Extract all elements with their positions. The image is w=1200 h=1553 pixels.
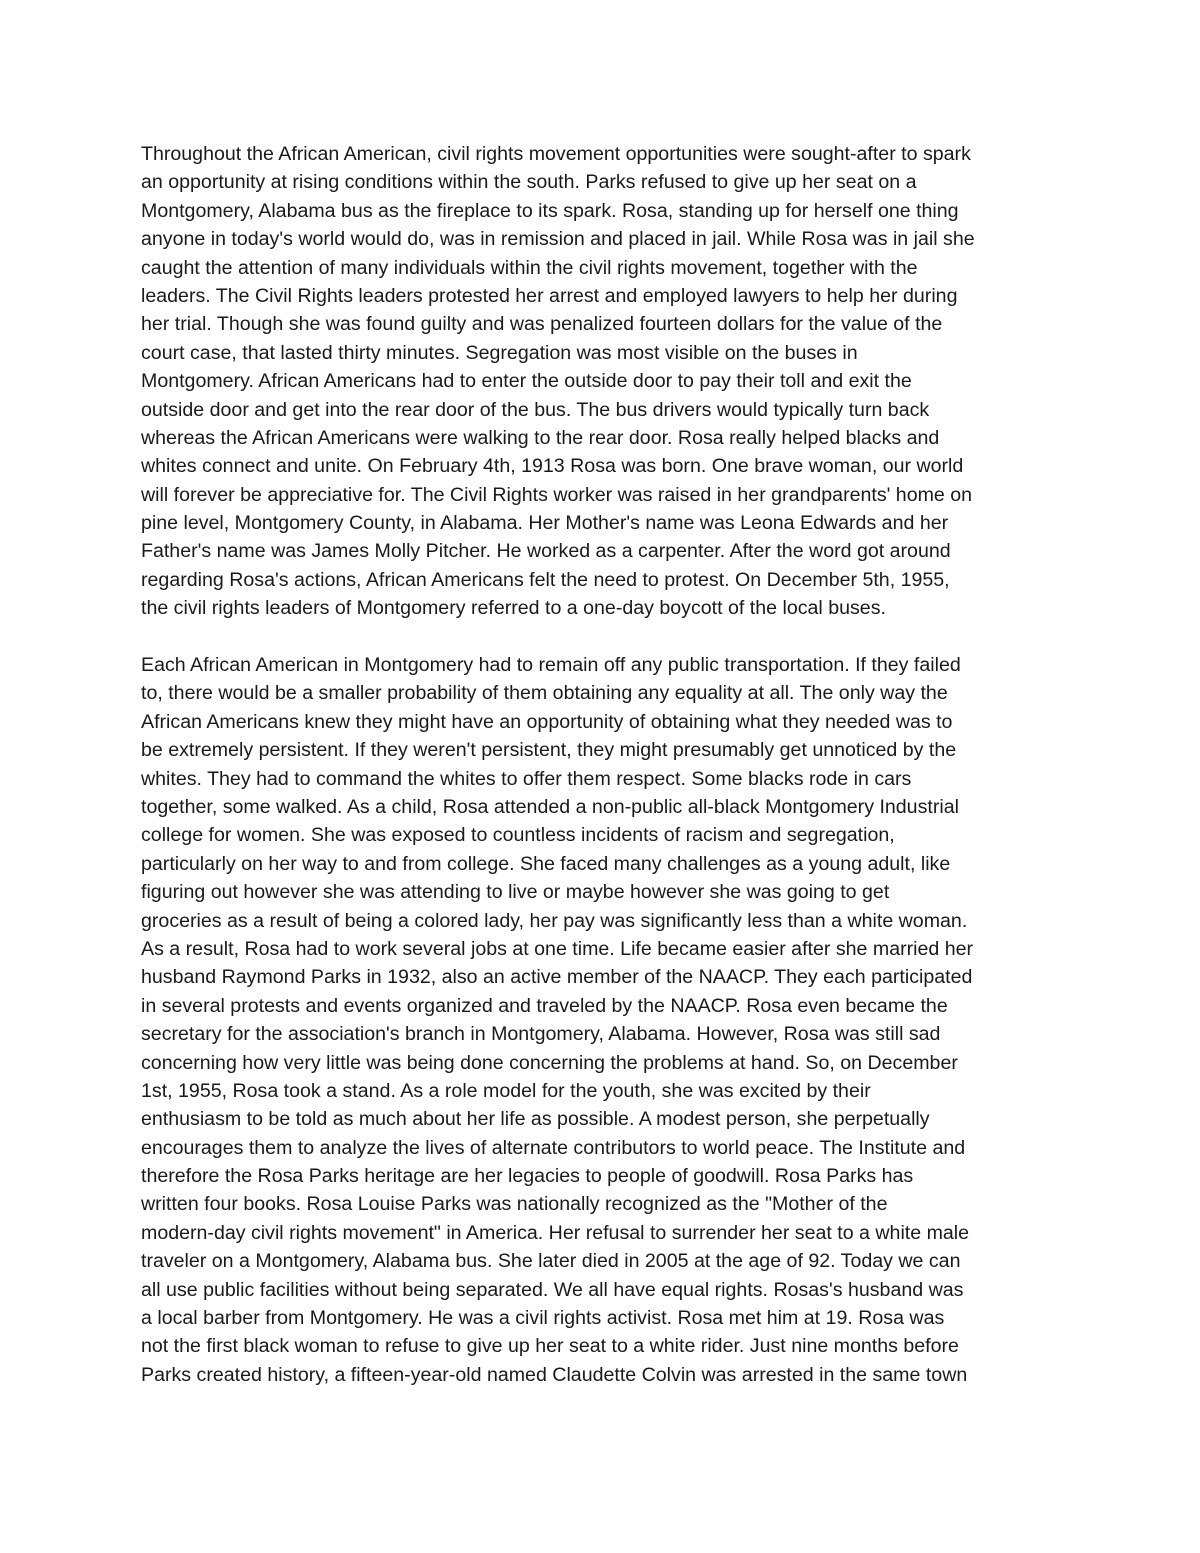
text-line: modern-day civil rights movement" in America. Her refusal to surrender her seat to a white male <box>141 1221 970 1244</box>
text-line: be extremely persistent. If they weren't persistent, they might presumably get unnoticed by the <box>141 739 957 762</box>
text-line: caught the attention of many individuals within the civil rights movement, together with the <box>141 256 918 279</box>
text-line: whereas the African Americans were walking to the rear door. Rosa really helped blacks and <box>141 426 940 449</box>
text-line: pine level, Montgomery County, in Alabama. Her Mother's name was Leona Edwards and her <box>141 512 949 535</box>
text-line: African Americans knew they might have an opportunity of obtaining what they needed was to <box>141 710 953 733</box>
text-line: 1st, 1955, Rosa took a stand. As a role model for the youth, she was excited by their <box>141 1079 871 1102</box>
text-line: particularly on her way to and from college. She faced many challenges as a young adult, like <box>141 852 951 875</box>
text-line: court case, that lasted thirty minutes. Segregation was most visible on the buses in <box>141 341 858 364</box>
text-line: outside door and get into the rear door of the bus. The bus drivers would typically turn back <box>141 398 930 421</box>
text-line: whites connect and unite. On February 4th, 1913 Rosa was born. One brave woman, our world <box>141 455 964 478</box>
text-line: an opportunity at rising conditions within the south. Parks refused to give up her seat on a <box>141 171 917 194</box>
text-line: groceries as a result of being a colored lady, her pay was significantly less than a white woman. <box>141 909 968 932</box>
text-line: not the first black woman to refuse to give up her seat to a white rider. Just nine months before <box>141 1335 959 1358</box>
text-line: Montgomery. African Americans had to enter the outside door to pay their toll and exit the <box>141 370 912 393</box>
text-line: in several protests and events organized and traveled by the NAACP. Rosa even became the <box>141 994 948 1017</box>
text-line: to, there would be a smaller probability of them obtaining any equality at all. The only way the <box>141 682 948 705</box>
text-line: regarding Rosa's actions, African Americans felt the need to protest. On December 5th, 1955, <box>141 568 950 591</box>
text-line: written four books. Rosa Louise Parks was nationally recognized as the "Mother of the <box>141 1193 888 1216</box>
text-line: Parks created history, a fifteen-year-old named Claudette Colvin was arrested in the same town <box>141 1363 968 1386</box>
text-line: concerning how very little was being done concerning the problems at hand. So, on December <box>141 1051 958 1074</box>
text-line: Throughout the African American, civil rights movement opportunities were sought-after to spark <box>141 143 971 165</box>
text-line: all use public facilities without being separated. We all have equal rights. Rosas's husband was <box>141 1278 964 1301</box>
text-line: a local barber from Montgomery. He was a civil rights activist. Rosa met him at 19. Rosa was <box>141 1307 945 1330</box>
text-line: secretary for the association's branch in Montgomery, Alabama. However, Rosa was still sad <box>141 1023 941 1046</box>
text-line: together, some walked. As a child, Rosa attended a non-public all-black Montgomery Industrial <box>141 795 959 818</box>
text-line: therefore the Rosa Parks heritage are her legacies to people of goodwill. Rosa Parks has <box>141 1165 914 1188</box>
text-line: the civil rights leaders of Montgomery referred to a one-day boycott of the local buses. <box>141 597 886 620</box>
text-line: traveler on a Montgomery, Alabama bus. She later died in 2005 at the age of 92. Today we can <box>141 1250 961 1273</box>
text-line: enthusiasm to be told as much about her life as possible. A modest person, she perpetually <box>141 1108 930 1131</box>
text-line: whites. They had to command the whites to offer them respect. Some blacks rode in cars <box>141 767 912 790</box>
text-line: Each African American in Montgomery had to remain off any public transportation. If they failed <box>141 654 961 677</box>
text-line: Montgomery, Alabama bus as the fireplace to its spark. Rosa, standing up for herself one thing <box>141 199 959 222</box>
text-line: encourages them to analyze the lives of alternate contributors to world peace. The Institute and <box>141 1136 966 1159</box>
text-line: leaders. The Civil Rights leaders protested her arrest and employed lawyers to help her during <box>141 284 958 307</box>
document-body <box>141 140 1071 1389</box>
text-line: Father's name was James Molly Pitcher. He worked as a carpenter. After the word got around <box>141 540 951 563</box>
text-line: will forever be appreciative for. The Civil Rights worker was raised in her grandparents' home on <box>141 483 973 506</box>
text-line: As a result, Rosa had to work several jobs at one time. Life became easier after she married her <box>141 937 974 960</box>
text-line: her trial. Though she was found guilty and was penalized fourteen dollars for the value of the <box>141 313 943 336</box>
paragraph-spacer <box>141 623 1071 651</box>
text-line: college for women. She was exposed to countless incidents of racism and segregation, <box>141 824 895 847</box>
paragraph-2 <box>141 651 1071 1389</box>
text-line: husband Raymond Parks in 1932, also an active member of the NAACP. They each participated <box>141 966 973 989</box>
text-line: anyone in today's world would do, was in remission and placed in jail. While Rosa was in jail she <box>141 228 975 251</box>
paragraph-1 <box>141 140 1071 623</box>
text-line: figuring out however she was attending to live or maybe however she was going to get <box>141 881 890 904</box>
